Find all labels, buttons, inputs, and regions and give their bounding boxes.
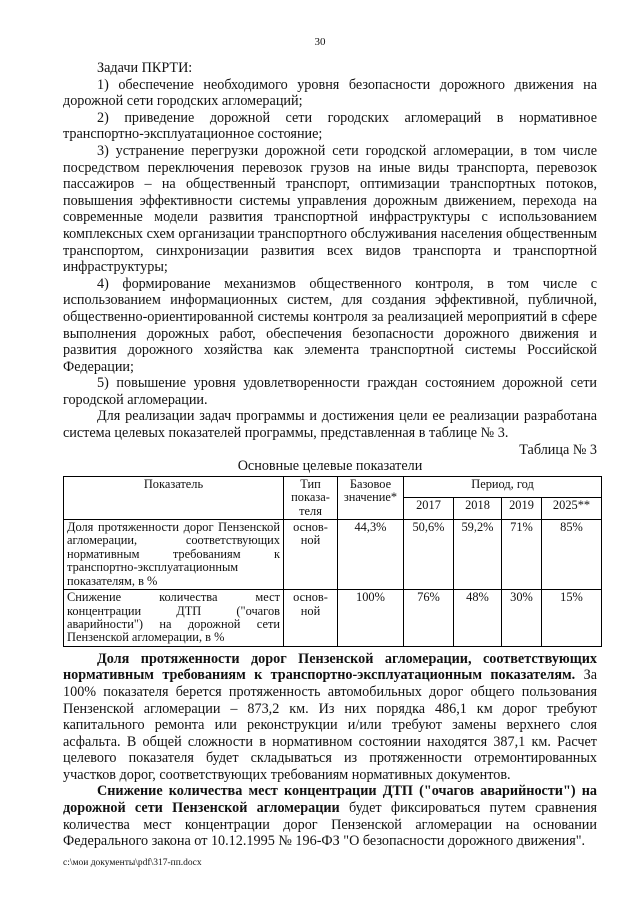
table-header-row — [64, 476, 602, 498]
table-label: Таблица № 3 — [519, 441, 597, 458]
table-row — [64, 520, 602, 590]
row-base: 100% — [338, 590, 404, 647]
page-number: 30 — [314, 36, 326, 48]
section-paragraph-1 — [63, 651, 597, 784]
row-base: 44,3% — [338, 520, 404, 590]
header-year: 2019 — [502, 498, 542, 520]
task-item-5: 5) повышение уровня удовлетворенности граждан состоянием дорожной сети городской агломерации. — [63, 375, 597, 408]
section-text-1: За 100% показателя берется протяженность автомобильных дорог общего пользования Пензенской агломерации – 873,2 км. Из них порядка 486,1 км дорог требуют капитального ремонта или реконструкции и/или требуют замены верхнего слоя асфальта. В общей сложности в нормативном состоянии находятся 387,1 км. Расчет целевого показателя будет складываться из протяженности отремонтированных участков дорог, соответствующих требованиям нормативных документов. — [63, 667, 597, 783]
table-row — [64, 590, 602, 647]
header-type: Тип показа-теля — [284, 476, 338, 519]
section-title-2: Снижение количества мест концентрации ДТП ("очагов аварийности") на дорожной сети Пензенской агломерации — [63, 783, 597, 817]
section-text-2: будет фиксироваться путем сравнения количества мест концентрации дорог Пензенской агломерации на основании Федерального закона от 10.12.1995 № 196-ФЗ "О безопасности дорожного движения". — [63, 800, 597, 850]
section-paragraph-2 — [63, 783, 597, 849]
row-value: 15% — [542, 590, 602, 647]
row-value: 76% — [404, 590, 454, 647]
document-body — [63, 60, 597, 850]
row-value: 48% — [454, 590, 502, 647]
header-base: Базовое значение* — [338, 476, 404, 519]
table-caption: Основные целевые показатели — [237, 458, 423, 475]
task-item-4: 4) формирование механизмов общественного контроля, в том числе с использованием информационных систем, для создания эффективной, публичной, общественно-ориентированной системы контроля за реализацией мероприятий в сфере выполнения дорожных работ, обеспечения безопасности дорожного движения и развития дорожного хозяйства как элемента транспортной системы Российской Федерации; — [63, 275, 597, 375]
section-title-1: Доля протяженности дорог Пензенской агломерации, соответствующих нормативным требованиям к транспортно-эксплуатационным показателям. — [63, 650, 597, 684]
task-item-2: 2) приведение дорожной сети городских агломераций в нормативное транспортно-эксплуатационное состояние; — [63, 109, 597, 143]
row-value: 30% — [502, 590, 542, 647]
row-value: 71% — [502, 520, 542, 590]
row-type: основ-ной — [284, 590, 338, 647]
header-year: 2017 — [404, 498, 454, 520]
row-value: 85% — [542, 520, 602, 590]
task-item-3: 3) устранение перегрузки дорожной сети городской агломерации, в том числе посредством переключения перевозок грузов на иные виды транспорта, перевозок пассажиров – на общественный транспорт, оптимизации транспортных потоков, повышения эффективности системы управления дорожным движением, перехода на современные модели развития транспортной инфраструктуры с использованием комплексных схем организации транспортного обслуживания населения общественным транспортом, синхронизации развития всех видов транспорта и транспортной инфраструктуры; — [63, 142, 597, 276]
row-indicator: Доля протяженности дорог Пензенской агломерации, соответствующих нормативным требованиям к транспортно-эксплуатационным показателям, в % — [64, 520, 284, 590]
header-indicator: Показатель — [64, 476, 284, 519]
row-type: основ-ной — [284, 520, 338, 590]
task-item-1: 1) обеспечение необходимого уровня безопасности дорожного движения на дорожной сети городских агломераций; — [63, 76, 597, 110]
tasks-heading: Задачи ПКРТИ: — [97, 60, 193, 76]
row-value: 59,2% — [454, 520, 502, 590]
intro-paragraph: Для реализации задач программы и достижения цели ее реализации разработана система целевых показателей программы, представленная в таблице № 3. — [63, 408, 597, 442]
row-value: 50,6% — [404, 520, 454, 590]
row-indicator: Снижение количества мест концентрации ДТП ("очагов аварийности") на дорожной сети Пензенской агломерации, в % — [64, 590, 284, 647]
header-year: 2025** — [542, 498, 602, 520]
header-year: 2018 — [454, 498, 502, 520]
header-period: Период, год — [404, 476, 602, 498]
indicators-table — [63, 476, 602, 647]
footer-file-path: c:\мои документы\pdf\317-пп.docx — [63, 858, 202, 868]
